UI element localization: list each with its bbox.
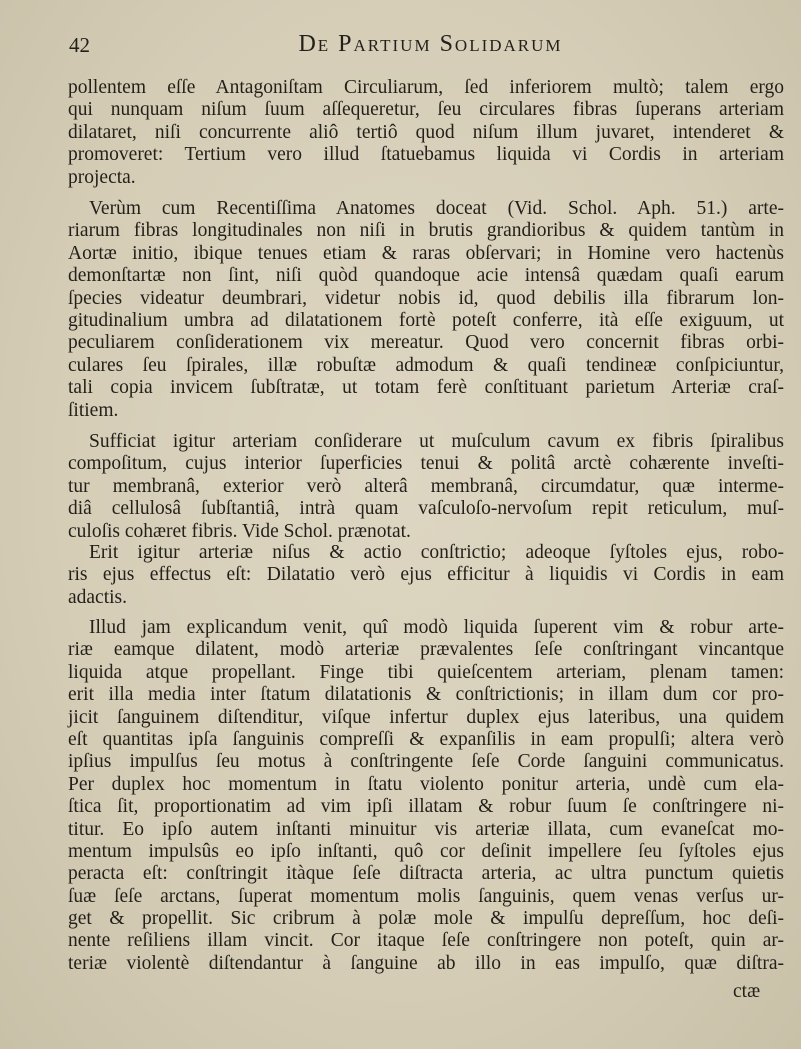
text-line: jicit ſanguinem diſtenditur, viſque infertur duplex ejus lateribus, una quidem bbox=[68, 706, 784, 728]
text-line: peculiarem conſiderationem vix mereatur. Quod vero concernit fibras orbi- bbox=[68, 332, 784, 354]
text-line: ris ejus effectus eſt: Dilatatio verò ejus efficitur à liquidis vi Cordis in eam bbox=[68, 564, 784, 586]
text-line: riarum fibras longitudinales non niſi in brutis grandioribus & quidem tantùm in bbox=[68, 220, 784, 242]
text-line: erit illa media inter ſtatum dilatationis & conſtrictionis; in illam dum cor pro- bbox=[68, 684, 784, 706]
text-line: teriæ violentè diſtendantur à ſanguine ab illo in eas impulſo, quæ diſtra- bbox=[68, 952, 784, 974]
text-line: compoſitum, cujus interior ſuperficies tenui & politâ arctè cohærente inveſti- bbox=[68, 453, 784, 475]
text-line: dilataret, niſi concurrente aliô tertiô quod niſum illum juvaret, intenderet & bbox=[68, 121, 784, 143]
text-line: Illud jam explicandum venit, quî modò liquida ſuperent vim & robur arte- bbox=[89, 617, 784, 638]
text-line: adactis. bbox=[68, 586, 128, 608]
paragraph-1 bbox=[68, 77, 784, 189]
text-line: tali copia invicem ſubſtratæ, ut totam ferè conſtituant parietum Arteriæ craſ- bbox=[68, 377, 784, 399]
text-line: Per duplex hoc momentum in ſtatu violento ponitur arteria, undè cum ela- bbox=[68, 773, 784, 795]
text-line: get & propellit. Sic cribrum à polæ mole & impulſu depreſſum, hoc deſi- bbox=[68, 908, 784, 930]
text-line: peracta eſt: conſtringit itàque ſeſe diſtracta arteria, ac ultra punctum quietis bbox=[68, 863, 784, 885]
text-line: ſtica ſit, proportionatim ad vim ipſi illatam & robur ſuum ſe conſtringere ni- bbox=[68, 796, 784, 818]
text-line: diâ cellulosâ ſubſtantiâ, intrà quam vaſculoſo-nervoſum repit reticulum, muſ- bbox=[68, 498, 784, 520]
text-line: culoſis cohæret fibris. Vide Schol. prænotat. bbox=[68, 520, 411, 542]
paragraph-4 bbox=[68, 542, 784, 609]
text-line: Sufficiat igitur arteriam conſiderare ut muſculum cavum ex fibris ſpiralibus bbox=[89, 431, 784, 452]
text-line: ſpecies videatur deumbrari, videtur nobis id, quod debilis illa fibrarum lon- bbox=[68, 287, 784, 309]
text-line: mentum impulsûs eo ipſo inſtanti, quô cor deſinit impellere ſeu ſyſtoles ejus bbox=[68, 840, 784, 862]
text-line: titur. Eo ipſo autem inſtanti minuitur vis arteriæ illata, cum evaneſcat mo- bbox=[68, 818, 784, 840]
text-line: Aortæ initio, ibique tenues etiam & raras obſervari; in Homine vero hactenùs bbox=[68, 242, 784, 264]
text-line: promoveret: Tertium vero illud ſtatuebamus liquida vi Cordis in arteriam bbox=[68, 144, 784, 166]
text-line: qui nunquam niſum ſuum aſſequeretur, ſeu circulares fibras ſuperans arteriam bbox=[68, 99, 784, 121]
text-line: culares ſeu ſpirales, illæ robuſtæ admodum & quaſi tendineæ conſpiciuntur, bbox=[68, 354, 784, 376]
paragraph-2 bbox=[68, 198, 784, 422]
text-line: liquida atque propellant. Finge tibi quieſcentem arteriam, plenam tamen: bbox=[68, 661, 784, 683]
text-line: ſuæ ſeſe arctans, ſuperat momentum molis ſanguinis, quem venas verſus ur- bbox=[68, 885, 784, 907]
catchword: ctæ bbox=[733, 981, 761, 1002]
text-line: Verùm cum Recentiſſima Anatomes doceat (Vid. Schol. Aph. 51.) arte- bbox=[89, 198, 784, 219]
text-line: projecta. bbox=[68, 166, 136, 188]
text-line: nente reſiliens illam vincit. Cor itaque ſeſe conſtringere non poteſt, quin ar- bbox=[68, 930, 784, 952]
text-line: ſitiem. bbox=[68, 399, 119, 421]
text-line: Erit igitur arteriæ niſus & actio conſtrictio; adeoque ſyſtoles ejus, robo- bbox=[89, 542, 784, 563]
text-line: eſt quantitas ipſa ſanguinis compreſſi & expanſilis in eam propulſi; altera verò bbox=[68, 728, 784, 750]
text-line: demonſtartæ non ſint, niſi quòd quandoque acie intensâ quædam quaſi earum bbox=[68, 265, 784, 287]
text-line: gitudinalium umbra ad dilatationem fortè poteſt conferre, ità eſſe exiguum, ut bbox=[68, 309, 784, 331]
text-line: ipſius impulſus ſeu motus à conſtringente ſeſe Corde ſanguini communicatus. bbox=[68, 751, 784, 773]
text-line: tur membranâ, exterior verò alterâ membranâ, circumdatur, quæ interme- bbox=[68, 475, 784, 497]
page-number: 42 bbox=[69, 33, 90, 57]
paragraph-3 bbox=[68, 431, 784, 543]
text-line: pollentem eſſe Antagoniſtam Circuliarum, ſed inferiorem multò; talem ergo bbox=[68, 77, 784, 98]
text-line: riæ eamque dilatent, modò arteriæ prævalentes ſeſe conſtringant vincantque bbox=[68, 639, 784, 661]
running-title: De Partium Solidarum bbox=[298, 31, 563, 57]
paragraph-5 bbox=[68, 617, 784, 975]
